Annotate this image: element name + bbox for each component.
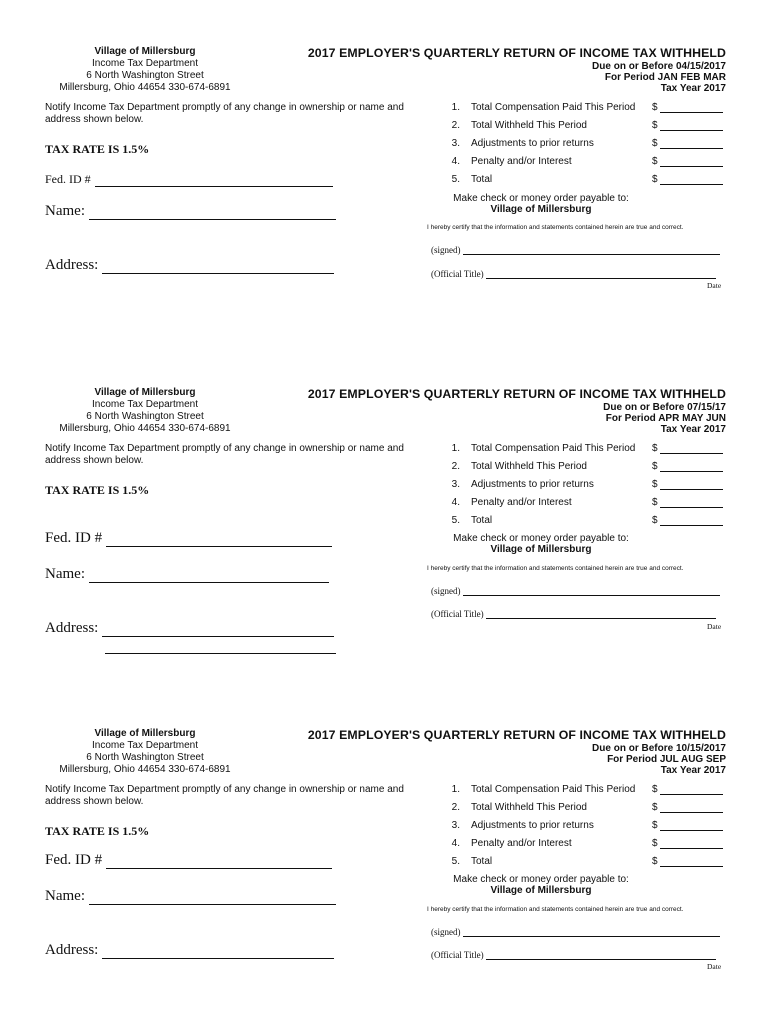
- item-label: Total Withheld This Period: [471, 461, 587, 472]
- date-label: Date: [707, 281, 722, 290]
- due-block: [592, 61, 726, 94]
- agency-street: 6 North Washington Street: [86, 752, 204, 763]
- agency-city-phone: Millersburg, Ohio 44654 330-674-6891: [59, 82, 231, 93]
- item-number: 4.: [451, 497, 460, 508]
- item-number: 3.: [451, 479, 460, 490]
- name-line[interactable]: [89, 207, 336, 220]
- amount-line[interactable]: [660, 471, 723, 472]
- agency-dept: Income Tax Department: [92, 399, 198, 410]
- address-field[interactable]: [45, 257, 334, 274]
- item-number: 4.: [451, 156, 460, 167]
- amount-line[interactable]: [660, 148, 723, 149]
- payee-name: Village of Millersburg: [490, 885, 592, 896]
- notify-text: Notify Income Tax Department promptly of any change in ownership or name and address shown below.: [45, 443, 404, 466]
- form-title: 2017 EMPLOYER'S QUARTERLY RETURN OF INCOME TAX WITHHELD: [307, 387, 726, 401]
- item-number: 4.: [451, 838, 460, 849]
- agency-name: Village of Millersburg: [94, 728, 196, 739]
- dollar-sign: $: [652, 838, 658, 849]
- item-label: Total Compensation Paid This Period: [471, 102, 636, 113]
- tax-rate: TAX RATE IS 1.5%: [45, 483, 150, 497]
- item-label: Total: [471, 856, 493, 867]
- certification-text: I hereby certify that the information and statements contained herein are true and correct.: [427, 906, 684, 913]
- due-date: Due on or Before 10/15/2017: [592, 743, 726, 754]
- address-label: Address:: [45, 620, 99, 636]
- tax-rate: TAX RATE IS 1.5%: [45, 142, 150, 156]
- address-label: Address:: [45, 942, 99, 958]
- agency-name: Village of Millersburg: [94, 46, 196, 57]
- signed-label: (signed): [431, 245, 461, 255]
- payee-name: Village of Millersburg: [490, 204, 592, 215]
- fed-id-field[interactable]: [45, 172, 333, 187]
- return-form-q3: [0, 682, 770, 1022]
- date-label: Date: [707, 622, 722, 631]
- amount-line[interactable]: [660, 507, 723, 508]
- item-label: Penalty and/or Interest: [471, 497, 572, 508]
- official-title-field[interactable]: [431, 609, 716, 619]
- amount-line[interactable]: [660, 453, 723, 454]
- dollar-sign: $: [652, 120, 658, 131]
- official-title-field[interactable]: [431, 950, 716, 960]
- agency-street: 6 North Washington Street: [86, 411, 204, 422]
- date-label: Date: [707, 962, 722, 971]
- item-number: 2.: [451, 461, 460, 472]
- signed-field[interactable]: [431, 927, 720, 937]
- item-label: Total Compensation Paid This Period: [471, 784, 636, 795]
- item-label: Adjustments to prior returns: [471, 820, 594, 831]
- due-date: Due on or Before 04/15/2017: [592, 61, 726, 72]
- dollar-sign: $: [652, 479, 658, 490]
- certification-text: I hereby certify that the information and statements contained herein are true and correct.: [427, 224, 684, 231]
- item-number: 3.: [451, 820, 460, 831]
- item-number: 1.: [451, 784, 460, 795]
- signed-field[interactable]: [431, 586, 720, 596]
- fed-id-label: Fed. ID #: [45, 530, 103, 546]
- name-label: Name:: [45, 566, 85, 582]
- payable-instruction: Make check or money order payable to:: [453, 193, 629, 204]
- amount-line[interactable]: [660, 848, 723, 849]
- agency-street: 6 North Washington Street: [86, 70, 204, 81]
- dollar-sign: $: [652, 102, 658, 113]
- name-field[interactable]: [45, 888, 336, 905]
- dollar-sign: $: [652, 461, 658, 472]
- signed-label: (signed): [431, 927, 461, 937]
- signature-line[interactable]: [463, 927, 720, 937]
- certification-text: I hereby certify that the information and statements contained herein are true and correct.: [427, 565, 684, 572]
- dollar-sign: $: [652, 174, 658, 185]
- signed-field[interactable]: [431, 245, 720, 255]
- dollar-sign: $: [652, 784, 658, 795]
- item-number: 2.: [451, 120, 460, 131]
- tax-year: Tax Year 2017: [660, 83, 726, 94]
- agency-name: Village of Millersburg: [94, 387, 196, 398]
- due-block: [592, 743, 726, 776]
- item-number: 1.: [451, 102, 460, 113]
- amount-line[interactable]: [660, 166, 723, 167]
- name-label: Name:: [45, 888, 85, 904]
- agency-dept: Income Tax Department: [92, 740, 198, 751]
- item-number: 5.: [451, 515, 460, 526]
- fed-id-label: Fed. ID #: [45, 172, 91, 186]
- item-number: 5.: [451, 174, 460, 185]
- payable-block: [430, 533, 652, 555]
- item-label: Total: [471, 174, 493, 185]
- item-number: 1.: [451, 443, 460, 454]
- address-line-2[interactable]: [105, 653, 336, 654]
- fed-id-line[interactable]: [95, 174, 333, 187]
- dollar-sign: $: [652, 515, 658, 526]
- tax-year: Tax Year 2017: [660, 765, 726, 776]
- agency-address: [30, 728, 260, 776]
- official-title-label: (Official Title): [431, 269, 484, 279]
- notify-text: Notify Income Tax Department promptly of any change in ownership or name and address shown below.: [45, 784, 404, 807]
- amount-line[interactable]: [660, 794, 723, 795]
- agency-address: [30, 46, 260, 94]
- notify-text: Notify Income Tax Department promptly of any change in ownership or name and address shown below.: [45, 102, 404, 125]
- item-label: Adjustments to prior returns: [471, 479, 594, 490]
- amount-line[interactable]: [660, 489, 723, 490]
- address-field[interactable]: [45, 620, 334, 637]
- payable-instruction: Make check or money order payable to:: [453, 533, 629, 544]
- item-label: Total: [471, 515, 493, 526]
- name-line[interactable]: [89, 892, 336, 905]
- agency-city-phone: Millersburg, Ohio 44654 330-674-6891: [59, 423, 231, 434]
- amount-line[interactable]: [660, 830, 723, 831]
- official-title-field[interactable]: [431, 269, 716, 279]
- item-number: 2.: [451, 802, 460, 813]
- due-date: Due on or Before 07/15/17: [603, 402, 726, 413]
- period: For Period JAN FEB MAR: [604, 72, 726, 83]
- official-title-label: (Official Title): [431, 950, 484, 960]
- official-title-label: (Official Title): [431, 609, 484, 619]
- fed-id-field[interactable]: [45, 530, 332, 547]
- name-field[interactable]: [45, 566, 329, 583]
- dollar-sign: $: [652, 820, 658, 831]
- amount-line[interactable]: [660, 130, 723, 131]
- payable-block: [430, 874, 652, 896]
- period: For Period JUL AUG SEP: [607, 754, 726, 765]
- fed-id-field[interactable]: [45, 852, 332, 869]
- official-title-line[interactable]: [486, 609, 716, 619]
- payable-block: [430, 193, 652, 215]
- signed-label: (signed): [431, 586, 461, 596]
- return-form-q2: [0, 341, 770, 681]
- item-label: Total Withheld This Period: [471, 802, 587, 813]
- item-number: 5.: [451, 856, 460, 867]
- fed-id-label: Fed. ID #: [45, 852, 103, 868]
- item-label: Penalty and/or Interest: [471, 156, 572, 167]
- address-line[interactable]: [102, 624, 334, 637]
- fed-id-line[interactable]: [106, 856, 332, 869]
- amount-line[interactable]: [660, 112, 723, 113]
- amount-line[interactable]: [660, 525, 723, 526]
- signature-line[interactable]: [463, 245, 720, 255]
- name-label: Name:: [45, 203, 85, 219]
- name-line[interactable]: [89, 570, 329, 583]
- address-label: Address:: [45, 257, 99, 273]
- agency-dept: Income Tax Department: [92, 58, 198, 69]
- dollar-sign: $: [652, 802, 658, 813]
- address-field[interactable]: [45, 942, 334, 959]
- item-label: Adjustments to prior returns: [471, 138, 594, 149]
- item-label: Total Withheld This Period: [471, 120, 587, 131]
- amount-line[interactable]: [660, 812, 723, 813]
- dollar-sign: $: [652, 497, 658, 508]
- payee-name: Village of Millersburg: [490, 544, 592, 555]
- item-label: Penalty and/or Interest: [471, 838, 572, 849]
- agency-city-phone: Millersburg, Ohio 44654 330-674-6891: [59, 764, 231, 775]
- payable-instruction: Make check or money order payable to:: [453, 874, 629, 885]
- official-title-line[interactable]: [486, 269, 716, 279]
- dollar-sign: $: [652, 156, 658, 167]
- address-line[interactable]: [102, 946, 334, 959]
- form-title: 2017 EMPLOYER'S QUARTERLY RETURN OF INCOME TAX WITHHELD: [307, 46, 726, 60]
- item-label: Total Compensation Paid This Period: [471, 443, 636, 454]
- amount-line[interactable]: [660, 866, 723, 867]
- dollar-sign: $: [652, 138, 658, 149]
- dollar-sign: $: [652, 856, 658, 867]
- official-title-line[interactable]: [486, 950, 716, 960]
- tax-rate: TAX RATE IS 1.5%: [45, 824, 150, 838]
- return-form-q1: [0, 0, 770, 340]
- dollar-sign: $: [652, 443, 658, 454]
- item-number: 3.: [451, 138, 460, 149]
- address-line[interactable]: [102, 261, 334, 274]
- period: For Period APR MAY JUN: [605, 413, 726, 424]
- fed-id-line[interactable]: [106, 534, 332, 547]
- name-field[interactable]: [45, 203, 336, 220]
- amount-line[interactable]: [660, 184, 723, 185]
- due-block: [603, 402, 726, 435]
- signature-line[interactable]: [463, 586, 720, 596]
- form-title: 2017 EMPLOYER'S QUARTERLY RETURN OF INCOME TAX WITHHELD: [307, 728, 726, 742]
- tax-year: Tax Year 2017: [660, 424, 726, 435]
- agency-address: [30, 387, 260, 435]
